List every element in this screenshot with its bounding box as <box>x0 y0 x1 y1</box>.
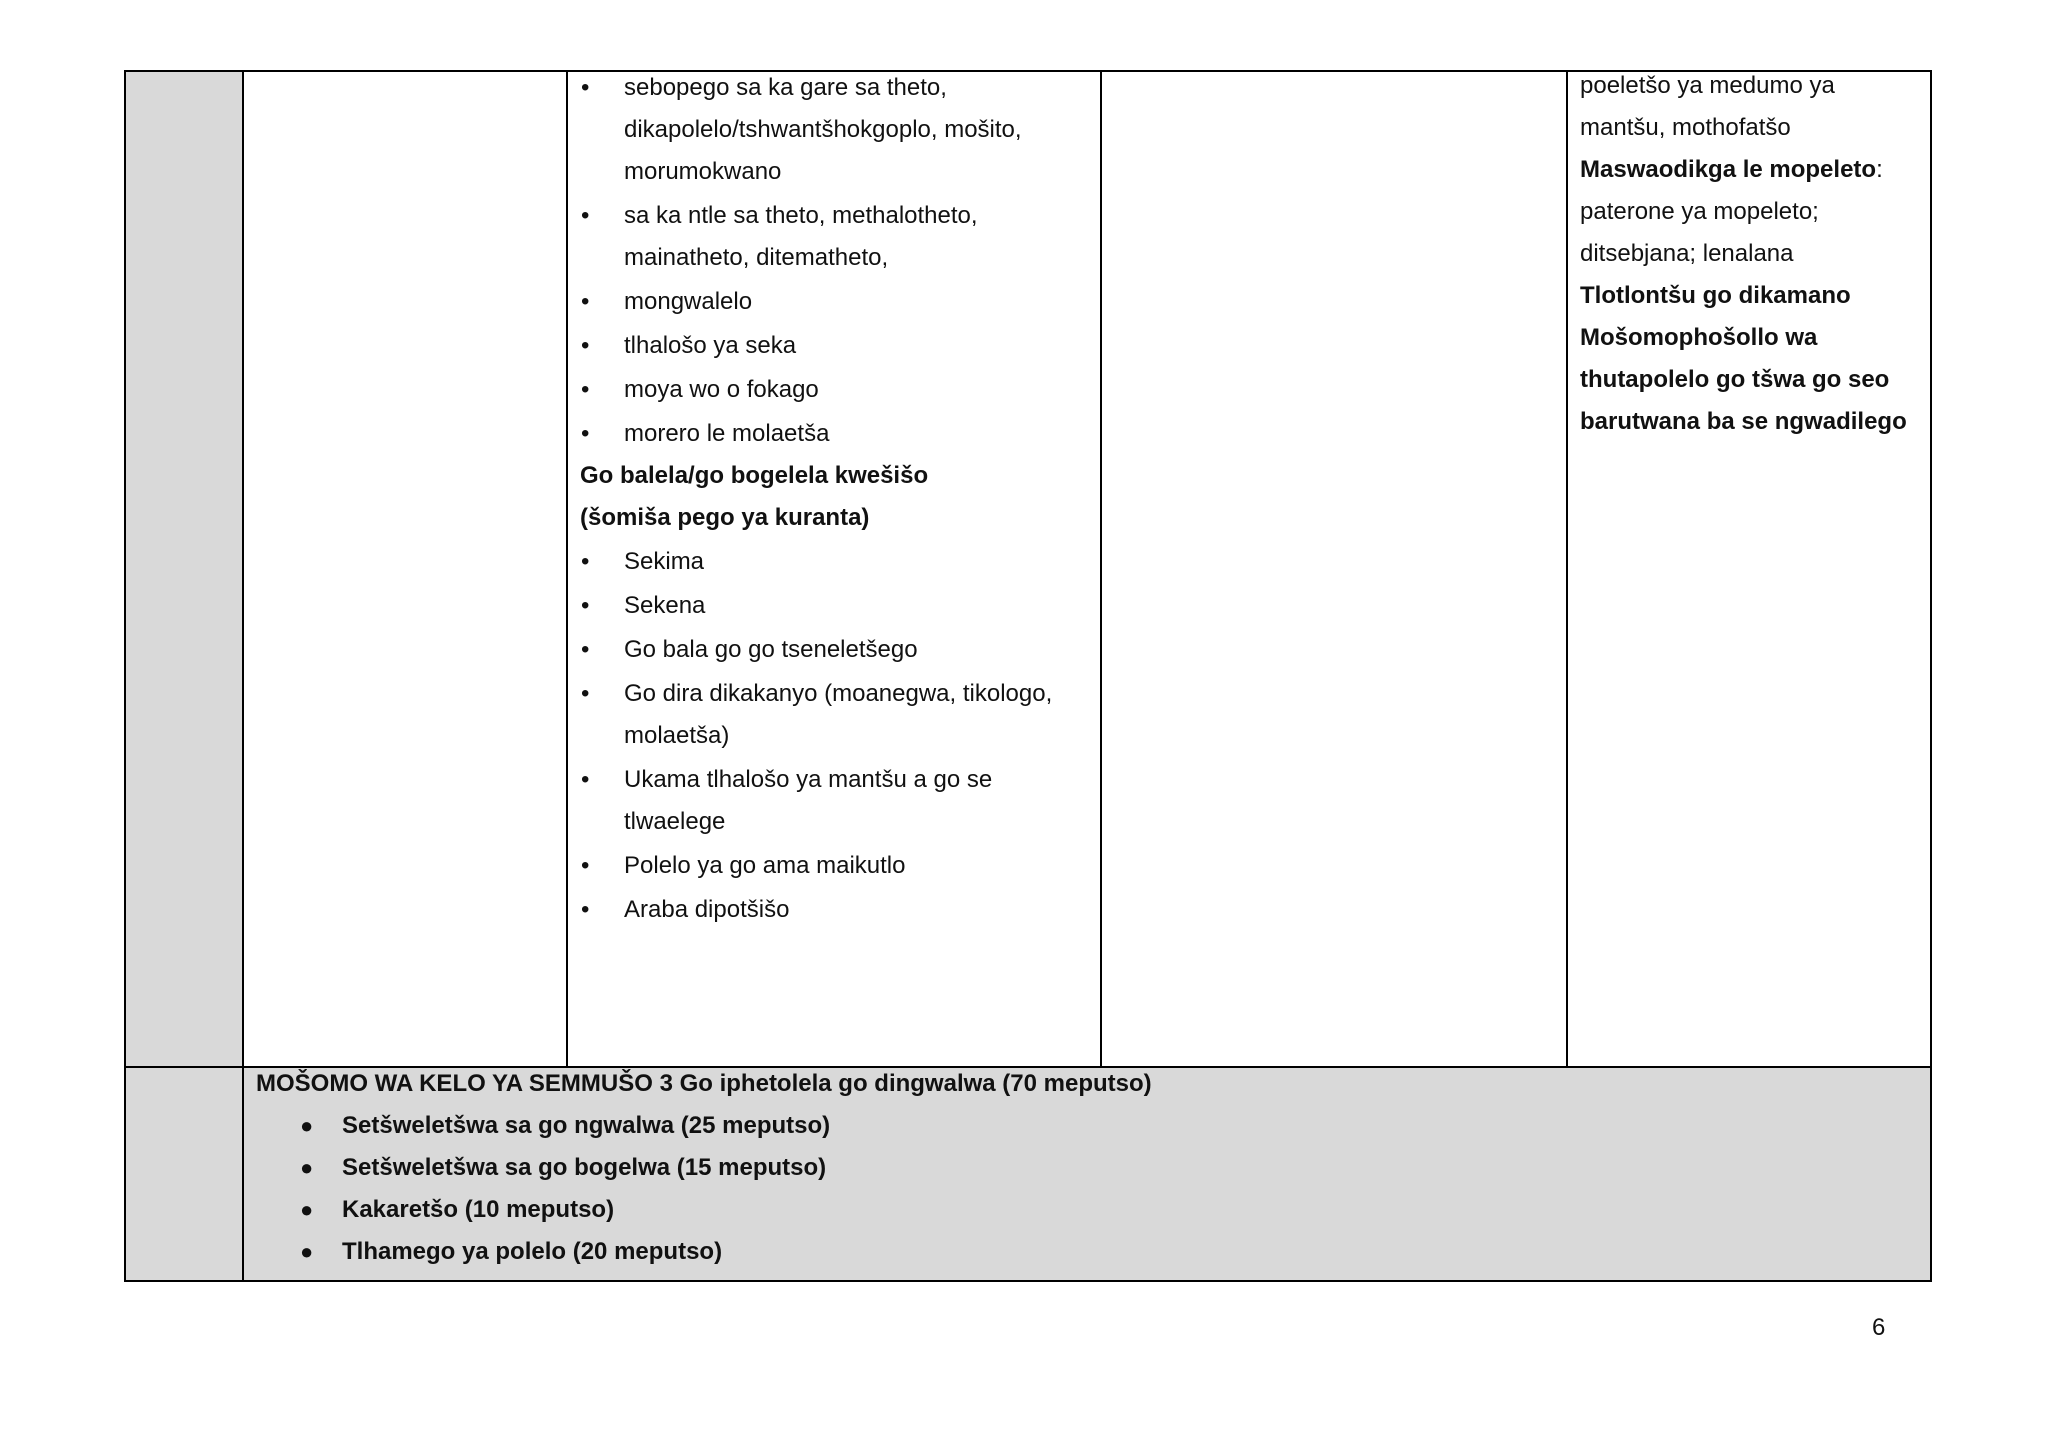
note-text-line <box>1580 154 1883 186</box>
note-heading: Mošomophošollo wa <box>1580 324 1818 351</box>
content-column-cell <box>568 72 1102 1066</box>
task-item: Setšweletšwa sa go bogelwa (15 meputso) <box>342 1154 827 1181</box>
list-item-text: tlwaelege <box>624 808 726 835</box>
bullet-icon: ● <box>300 1113 314 1138</box>
bullet-icon: ● <box>300 1197 314 1222</box>
note-heading: barutwana ba se ngwadilego <box>1580 408 1907 435</box>
empty-column-cell <box>244 72 568 1066</box>
task-title: MOŠOMO WA KELO YA SEMMUŠO 3 Go iphetolela go dingwalwa (70 meputso) <box>256 1070 1152 1097</box>
list-item-text: Sekena <box>624 592 706 619</box>
list-item-text: molaetša) <box>624 722 730 749</box>
note-text: poeletšo ya medumo ya <box>1580 72 1835 99</box>
list-item-text: Ukama tlhalošo ya mantšu a go se <box>624 766 993 793</box>
list-item-text: morumokwano <box>624 158 782 185</box>
bullet-icon: • <box>581 766 590 793</box>
list-item-text: Araba dipotšišo <box>624 896 790 923</box>
bullet-icon: • <box>581 332 590 359</box>
list-item-text: tlhalošo ya seka <box>624 332 797 359</box>
bullet-icon: • <box>581 202 590 229</box>
bullet-icon: • <box>581 896 590 923</box>
page-number: 6 <box>1872 1314 1886 1341</box>
note-text: ditsebjana; lenalana <box>1580 240 1794 267</box>
bullet-icon: • <box>581 592 590 619</box>
list-item-text: Go dira dikakanyo (moanegwa, tikologo, <box>624 680 1053 707</box>
note-heading: Maswaodikga le mopeleto <box>1580 156 1877 183</box>
list-item-text: Polelo ya go ama maikutlo <box>624 852 906 879</box>
curriculum-table <box>124 70 1932 1068</box>
bullet-icon: • <box>581 636 590 663</box>
task-item: Setšweletšwa sa go ngwalwa (25 meputso) <box>342 1112 831 1139</box>
list-item-text: Sekima <box>624 548 705 575</box>
shaded-column-cell <box>126 1068 244 1280</box>
note-text: mantšu, mothofatšo <box>1580 114 1791 141</box>
bullet-icon: • <box>581 852 590 879</box>
shaded-column-cell <box>126 72 244 1066</box>
note-heading: Tlotlontšu go dikamano <box>1580 282 1851 309</box>
bullet-icon: • <box>581 548 590 575</box>
task-item: Tlhamego ya polelo (20 meputso) <box>342 1238 723 1265</box>
section-heading: Go balela/go bogelela kwešišo <box>580 462 929 489</box>
list-item-text: moya wo o fokago <box>624 376 819 403</box>
bullet-icon: ● <box>300 1239 314 1264</box>
list-item-text: sa ka ntle sa theto, methalotheto, <box>624 202 978 229</box>
section-heading: (šomiša pego ya kuranta) <box>580 504 870 531</box>
list-item-text: mainatheto, ditematheto, <box>624 244 889 271</box>
task-item: Kakaretšo (10 meputso) <box>342 1196 615 1223</box>
list-item-text: Go bala go go tseneletšego <box>624 636 918 663</box>
assessment-task-row <box>124 1066 1932 1282</box>
list-item-text: mongwalelo <box>624 288 753 315</box>
list-item-text: dikapolelo/tshwantšhokgoplo, mošito, <box>624 116 1022 143</box>
bullet-icon: • <box>581 74 590 101</box>
list-item-text: morero le molaetša <box>624 420 830 447</box>
notes-column-cell <box>1568 72 1930 1066</box>
bullet-icon: • <box>581 288 590 315</box>
list-item-text: sebopego sa ka gare sa theto, <box>624 74 947 101</box>
note-colon: : <box>1876 156 1883 183</box>
bullet-icon: • <box>581 420 590 447</box>
note-heading: thutapolelo go tšwa go seo <box>1580 366 1890 393</box>
note-text: paterone ya mopeleto; <box>1580 198 1819 225</box>
bullet-icon: • <box>581 680 590 707</box>
bullet-icon: ● <box>300 1155 314 1180</box>
bullet-icon: • <box>581 376 590 403</box>
empty-column-cell <box>1102 72 1568 1066</box>
